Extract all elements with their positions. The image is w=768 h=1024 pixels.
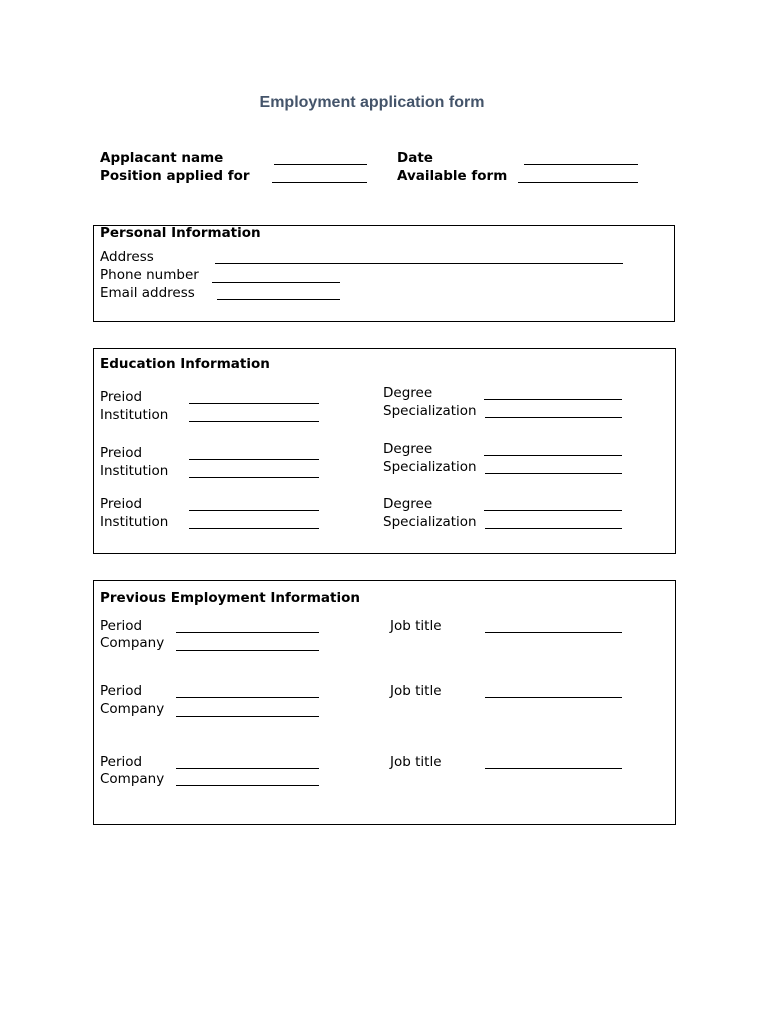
employment-period-field[interactable] [176, 697, 319, 698]
employment-company-field[interactable] [176, 785, 319, 786]
employment-company-label: Company [100, 635, 165, 651]
employment-period-label: Period [100, 683, 143, 699]
phone-label: Phone number [100, 267, 199, 283]
education-period-label: Preiod [100, 496, 143, 512]
employment-job-title-field[interactable] [485, 697, 622, 698]
education-period-field[interactable] [189, 403, 319, 404]
education-degree-label: Degree [383, 496, 433, 512]
available-field[interactable] [518, 182, 638, 183]
employment-period-field[interactable] [176, 768, 319, 769]
employment-company-label: Company [100, 701, 165, 717]
education-institution-field[interactable] [189, 528, 319, 529]
education-institution-field[interactable] [189, 477, 319, 478]
email-label: Email address [100, 285, 195, 301]
employment-job-title-field[interactable] [485, 632, 622, 633]
applicant-name-label: Applacant name [100, 150, 224, 166]
form-title: Employment application form [259, 94, 485, 111]
education-institution-label: Institution [100, 514, 169, 530]
employment-job-title-label: Job title [390, 754, 442, 770]
employment-company-field[interactable] [176, 650, 319, 651]
education-specialization-label: Specialization [383, 459, 477, 475]
education-period-field[interactable] [189, 459, 319, 460]
employment-job-title-label: Job title [390, 618, 442, 634]
date-label: Date [397, 150, 433, 166]
employment-company-label: Company [100, 771, 165, 787]
education-institution-label: Institution [100, 407, 169, 423]
position-field[interactable] [272, 182, 367, 183]
employment-company-field[interactable] [176, 716, 319, 717]
education-degree-label: Degree [383, 385, 433, 401]
employment-info-heading: Previous Employment Information [100, 590, 360, 606]
education-period-label: Preiod [100, 445, 143, 461]
education-specialization-label: Specialization [383, 403, 477, 419]
date-field[interactable] [524, 164, 638, 165]
employment-period-field[interactable] [176, 632, 319, 633]
address-label: Address [100, 249, 154, 265]
employment-period-label: Period [100, 754, 143, 770]
education-institution-label: Institution [100, 463, 169, 479]
applicant-name-field[interactable] [274, 164, 367, 165]
education-specialization-field[interactable] [485, 473, 622, 474]
available-label: Available form [397, 168, 508, 184]
education-degree-field[interactable] [484, 510, 622, 511]
education-specialization-label: Specialization [383, 514, 477, 530]
education-period-field[interactable] [189, 510, 319, 511]
education-specialization-field[interactable] [485, 417, 622, 418]
position-label: Position applied for [100, 168, 250, 184]
phone-field[interactable] [212, 282, 340, 283]
education-degree-field[interactable] [484, 455, 622, 456]
education-institution-field[interactable] [189, 421, 319, 422]
personal-info-heading: Personal Information [100, 225, 261, 241]
employment-job-title-field[interactable] [485, 768, 622, 769]
email-field[interactable] [217, 299, 340, 300]
employment-job-title-label: Job title [390, 683, 442, 699]
employment-period-label: Period [100, 618, 143, 634]
education-period-label: Preiod [100, 389, 143, 405]
address-field[interactable] [215, 263, 623, 264]
employment-info-section [93, 580, 676, 825]
education-degree-field[interactable] [484, 399, 622, 400]
education-specialization-field[interactable] [485, 528, 622, 529]
education-degree-label: Degree [383, 441, 433, 457]
education-info-heading: Education Information [100, 356, 270, 372]
